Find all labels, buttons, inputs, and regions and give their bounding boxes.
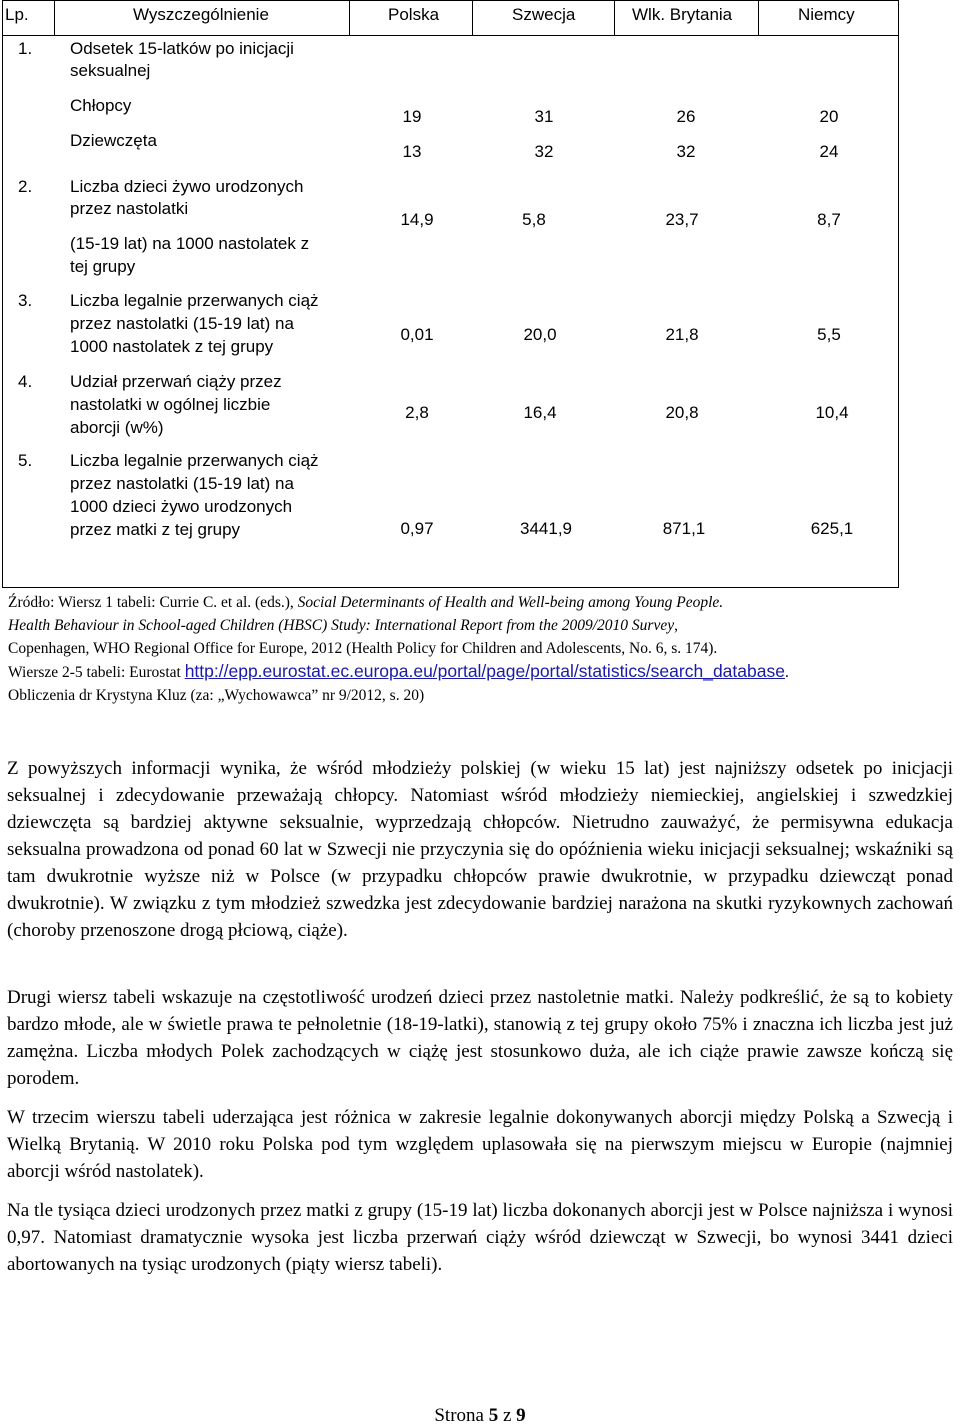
row3-value-uk: 21,8 xyxy=(665,325,699,344)
table-divider-lp xyxy=(54,0,55,36)
row1-boys-de: 20 xyxy=(819,107,839,126)
row1-title-line2: seksualnej xyxy=(70,61,151,80)
row1-girls-pl: 13 xyxy=(402,142,422,161)
row2-value-uk: 23,7 xyxy=(665,210,699,229)
row3-title-line3: 1000 nastolatek z tej grupy xyxy=(70,337,274,356)
row4-value-de: 10,4 xyxy=(815,403,849,422)
table-border-bottom xyxy=(2,587,899,588)
row5-lp: 5. xyxy=(18,451,33,470)
row3-lp: 3. xyxy=(18,291,33,310)
table-border-right xyxy=(898,0,899,588)
table-divider-se xyxy=(614,0,615,36)
row4-title-line2: nastolatki w ogólnej liczbie xyxy=(70,395,271,414)
paragraph-3: W trzecim wierszu tabeli uderzająca jest różnica w zakresie legalnie dokonywanych aborcji między Polską a Szwecją i Wielką Brytanią. W 2010 roku Polska pod tym względem uplasowała się na pierwszym miejscu w Europie (najmniej aborcji wśród nastolatek). xyxy=(7,1107,953,1182)
row4-value-se: 16,4 xyxy=(523,403,557,422)
row4-title-line3: aborcji (w%) xyxy=(70,418,164,437)
row5-value-de: 625,1 xyxy=(810,519,854,538)
table-divider-item xyxy=(349,0,350,36)
row2-value-pl: 14,9 xyxy=(400,210,434,229)
source-note xyxy=(8,591,954,707)
row3-value-pl: 0,01 xyxy=(400,325,434,344)
row1-boys-pl: 19 xyxy=(402,107,422,126)
row5-title-line4: przez matki z tej grupy xyxy=(70,520,241,539)
header-sweden: Szwecja xyxy=(512,5,576,24)
row5-value-uk: 871,1 xyxy=(662,519,706,538)
table-border-top xyxy=(2,0,899,1)
row2-value-de: 8,7 xyxy=(817,210,841,229)
row1-sub-boys: Chłopcy xyxy=(70,96,132,115)
row3-title-line1: Liczba legalnie przerwanych ciąż xyxy=(70,291,319,310)
source-line-4: Wiersze 2-5 tabeli: Eurostat http://epp.eurostat.ec.europa.eu/portal/page/portal/statistics/search_database. xyxy=(8,661,789,681)
row2-sub-line2: tej grupy xyxy=(70,257,136,276)
row3-value-se: 20,0 xyxy=(523,325,557,344)
row1-girls-uk: 32 xyxy=(676,142,696,161)
row4-value-uk: 20,8 xyxy=(665,403,699,422)
row4-title-line1: Udział przerwań ciąży przez xyxy=(70,372,282,391)
table-divider-uk xyxy=(758,0,759,36)
row2-value-se: 5,8 xyxy=(522,210,546,229)
row3-value-de: 5,5 xyxy=(817,325,841,344)
paragraph-4: Na tle tysiąca dzieci urodzonych przez matki z grupy (15-19 lat) liczba dokonanych aborcji jest w Polsce najniższa i wynosi 0,97. Natomiast dramatycznie wysoka jest liczba przerwań ciąży wśród dziewcząt w Szwecji, bo wynosi 3441 dzieci abortowanych na tysiąc urodzonych (piąty wiersz tabeli). xyxy=(7,1200,953,1275)
row1-title-line1: Odsetek 15-latków po inicjacji xyxy=(70,39,294,58)
page-number: Strona 5 z 9 xyxy=(434,1405,526,1426)
table-border-left xyxy=(2,0,3,588)
row2-sub-line1: (15-19 lat) na 1000 nastolatek z xyxy=(70,234,310,253)
header-item: Wyszczególnienie xyxy=(133,5,269,24)
row5-title-line3: 1000 dzieci żywo urodzonych xyxy=(70,497,293,516)
table-header-separator xyxy=(2,35,899,36)
paragraph-1: Z powyższych informacji wynika, że wśród młodzieży polskiej (w wieku 15 lat) jest najniższy odsetek po inicjacji seksualnej i zdecydowanie przeważają chłopcy. Natomiast wśród młodzieży niemieckiej, angielskiej i szwedzkiej dziewczęta są bardziej aktywne seksualnie, wyprzedzają chłopców. Nietrudno zauważyć, że permisywna edukacja seksualna prowadzona od ponad 60 lat w Szwecji nie przyczynia się do opóźnienia wieku inicjacji seksualnej; wskaźniki są tam dwukrotnie wyższe niż w Polsce (w przypadku chłopców prawie dwukrotnie, w przypadku dziewcząt ponad dwukrotnie). W związku z tym młodzież szwedzka jest zdecydowanie bardziej narażona na skutki ryzykownych zachowań (choroby przenoszone drogą płciową, ciąże). xyxy=(7,758,953,941)
row4-value-pl: 2,8 xyxy=(405,403,429,422)
row1-lp: 1. xyxy=(18,39,33,58)
row2-title-line1: Liczba dzieci żywo urodzonych xyxy=(70,177,304,196)
row2-title-line2: przez nastolatki xyxy=(70,199,189,218)
source-line-5: Obliczenia dr Krystyna Kluz (za: „Wychowawca” nr 9/2012, s. 20) xyxy=(8,687,425,704)
header-lp: Lp. xyxy=(5,5,29,24)
paragraph-2: Drugi wiersz tabeli wskazuje na częstotliwość urodzeń dzieci przez nastoletnie matki. Należy podkreślić, że są to kobiety bardzo młode, ale w świetle prawa te pełnoletnie (18-19-latki), stanowią z tej grupy około 75% i znaczna ich liczba jest już zamężna. Liczba młodych Polek zachodzących w ciążę jest stosunkowo duża, ale ich ciąże prawie zawsze kończą się porodem. xyxy=(7,987,953,1089)
row5-title-line2: przez nastolatki (15-19 lat) na xyxy=(70,474,294,493)
source-line-2: Health Behaviour in School-aged Children (HBSC) Study: International Report from the 2009/2010 Survey, xyxy=(8,617,678,634)
row1-boys-se: 31 xyxy=(534,107,554,126)
header-germany: Niemcy xyxy=(798,5,855,24)
row2-lp: 2. xyxy=(18,177,33,196)
header-poland: Polska xyxy=(388,5,440,24)
header-uk: Wlk. Brytania xyxy=(632,5,733,24)
row1-girls-se: 32 xyxy=(534,142,554,161)
row5-value-se: 3441,9 xyxy=(520,519,572,538)
source-line-1: Źródło: Wiersz 1 tabeli: Currie C. et al. (eds.), Social Determinants of Health and Well-being among Young People. xyxy=(8,594,724,611)
row3-title-line2: przez nastolatki (15-19 lat) na xyxy=(70,314,294,333)
source-line-3: Copenhagen, WHO Regional Office for Europe, 2012 (Health Policy for Children and Adolescents, No. 6, s. 174). xyxy=(8,640,718,657)
statistics-table xyxy=(2,0,899,588)
row1-sub-girls: Dziewczęta xyxy=(70,131,157,150)
row1-girls-de: 24 xyxy=(819,142,839,161)
table-divider-pl xyxy=(472,0,473,36)
row5-title-line1: Liczba legalnie przerwanych ciąż xyxy=(70,451,319,470)
row4-lp: 4. xyxy=(18,372,33,391)
row5-value-pl: 0,97 xyxy=(400,519,434,538)
row1-boys-uk: 26 xyxy=(676,107,696,126)
eurostat-link[interactable]: http://epp.eurostat.ec.europa.eu/portal/page/portal/statistics/search_database xyxy=(184,661,785,681)
